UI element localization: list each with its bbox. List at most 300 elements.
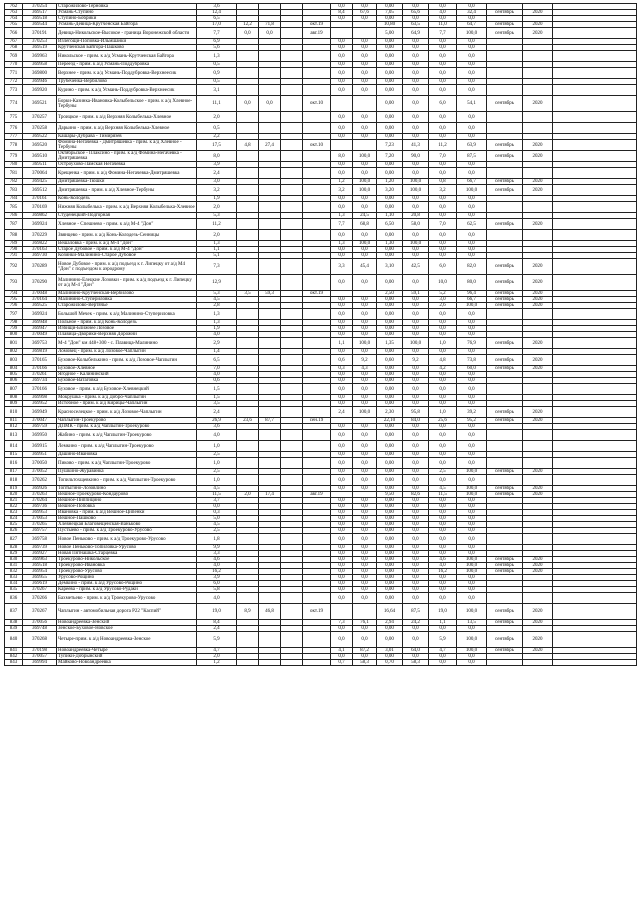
value-c xyxy=(281,660,303,666)
value-f: 3,10 xyxy=(377,259,403,275)
blank-cell xyxy=(553,441,637,452)
value-i: 0,0 xyxy=(457,112,487,123)
value-f: 1,35 xyxy=(377,338,403,349)
road-code: 369958 xyxy=(23,62,57,68)
blank-cell xyxy=(553,430,637,441)
value-i: 100,0 xyxy=(457,185,487,196)
value-i: 80,0 xyxy=(457,275,487,291)
blank-cell xyxy=(553,632,637,648)
value-a xyxy=(237,112,259,123)
value-d: 0,0 xyxy=(331,575,353,581)
road-name: Вешное-Пашково xyxy=(57,516,197,522)
road-name: Вешное-Пиппицино xyxy=(57,498,197,504)
value-i: 100,0 xyxy=(457,569,487,575)
month-cell xyxy=(487,51,523,62)
value-g: 0,0 xyxy=(403,68,429,79)
value-i: 0,0 xyxy=(457,378,487,384)
road-length: 5,3 xyxy=(197,213,237,219)
row-number: 770 xyxy=(5,62,23,68)
road-code: 370064 xyxy=(23,168,57,179)
value-f: 0,00 xyxy=(377,372,403,378)
table-row xyxy=(5,185,637,196)
value-b xyxy=(259,309,281,320)
value-h: 0,0 xyxy=(429,475,457,486)
value-h: 0,0 xyxy=(429,581,457,587)
year-cell: авг.19 xyxy=(303,28,331,39)
blank-cell xyxy=(553,185,637,196)
value-f: 0,00 xyxy=(377,230,403,241)
value-a xyxy=(237,355,259,366)
row-number: 773 xyxy=(5,85,23,96)
road-length: 4,0 xyxy=(197,372,237,378)
value-f: 0,00 xyxy=(377,332,403,338)
value-e: 0,0 xyxy=(353,16,377,22)
year-cell xyxy=(303,430,331,441)
value-d: 0,0 xyxy=(331,587,353,593)
year-planned: 2020 xyxy=(523,418,553,424)
road-length: 6,9 xyxy=(197,39,237,45)
value-f: 22,10 xyxy=(377,418,403,424)
value-e xyxy=(353,140,377,151)
month-cell xyxy=(487,123,523,134)
road-name: Избищи-Ближнее Лозовое xyxy=(57,326,197,332)
value-b xyxy=(259,338,281,349)
table-row xyxy=(5,604,637,620)
value-e: 0,0 xyxy=(353,563,377,569)
value-d: 0,0 xyxy=(331,326,353,332)
value-h: 0,0 xyxy=(429,241,457,247)
value-a xyxy=(237,407,259,418)
row-number: 819 xyxy=(5,486,23,492)
road-length: 3,5 xyxy=(197,401,237,407)
value-f: 0,00 xyxy=(377,626,403,632)
value-b xyxy=(259,219,281,230)
year-cell: окт.19 xyxy=(303,604,331,620)
value-i: 0,0 xyxy=(457,458,487,469)
road-name: Переезд - прим. к а/д Усмань-Поддубровка xyxy=(57,62,197,68)
year-planned: 2020 xyxy=(523,632,553,648)
table-row xyxy=(5,112,637,123)
value-e: 0,0 xyxy=(353,79,377,85)
road-length: 2,4 xyxy=(197,168,237,179)
value-g: 0,0 xyxy=(403,39,429,45)
value-c xyxy=(281,185,303,196)
year-planned: 2020 xyxy=(523,557,553,563)
value-h: 3,0 xyxy=(429,297,457,303)
year-cell: окт.10 xyxy=(303,140,331,151)
road-code: 370258 xyxy=(23,123,57,134)
value-d: 0,0 xyxy=(331,593,353,604)
value-g: 0,0 xyxy=(403,516,429,522)
road-length: 2,0 xyxy=(197,202,237,213)
year-cell xyxy=(303,275,331,291)
table-row xyxy=(5,230,637,241)
value-f: 0,00 xyxy=(377,326,403,332)
value-i: 0,0 xyxy=(457,551,487,557)
value-d: 0,0 xyxy=(331,332,353,338)
month-cell: сентябрь xyxy=(487,303,523,309)
value-d: 0,0 xyxy=(331,39,353,45)
road-code: 369518 xyxy=(23,16,57,22)
table-row xyxy=(5,202,637,213)
value-d: 0,0 xyxy=(331,430,353,441)
value-e xyxy=(353,96,377,112)
year-cell xyxy=(303,632,331,648)
value-h: 0,0 xyxy=(429,16,457,22)
value-h: 0,0 xyxy=(429,196,457,202)
value-h: 0,0 xyxy=(429,522,457,528)
row-number: 794 xyxy=(5,291,23,297)
road-code: 370229 xyxy=(23,230,57,241)
value-d: 0,0 xyxy=(331,504,353,510)
road-code: 370268 xyxy=(23,632,57,648)
row-number: 788 xyxy=(5,230,23,241)
road-name: Майково-Новоандреевка xyxy=(57,660,197,666)
value-g: 0,0 xyxy=(403,85,429,96)
value-d xyxy=(331,604,353,620)
table-row xyxy=(5,355,637,366)
value-f: 0,00 xyxy=(377,16,403,22)
value-h: 4,6 xyxy=(429,557,457,563)
value-a xyxy=(237,430,259,441)
road-length: 4,0 xyxy=(197,563,237,569)
value-d: 3,3 xyxy=(331,259,353,275)
value-d: 7,3 xyxy=(331,620,353,626)
road-code: 369519 xyxy=(23,45,57,51)
value-e: 58,3 xyxy=(353,660,377,666)
year-planned xyxy=(523,68,553,79)
value-e: 0,0 xyxy=(353,587,377,593)
year-planned: 2020 xyxy=(523,96,553,112)
blank-cell xyxy=(553,604,637,620)
row-number: 831 xyxy=(5,563,23,569)
row-number: 820 xyxy=(5,492,23,498)
value-g: 0,0 xyxy=(403,162,429,168)
value-i: 100,0 xyxy=(457,492,487,498)
road-name: Плавица-Дворики-Верхняя Дорожни xyxy=(57,332,197,338)
value-g: 0,0 xyxy=(403,202,429,213)
month-cell: сентябрь xyxy=(487,632,523,648)
value-c xyxy=(281,140,303,151)
value-g: 0,0 xyxy=(403,79,429,85)
value-g: 0,0 xyxy=(403,349,429,355)
value-e: 0,0 xyxy=(353,626,377,632)
month-cell: сентябрь xyxy=(487,469,523,475)
value-h: 0,0 xyxy=(429,575,457,581)
value-d: 0,0 xyxy=(331,134,353,140)
road-name: Усмань-Девица-Крутченская Байгора xyxy=(57,22,197,28)
value-e: 0,0 xyxy=(353,51,377,62)
value-a xyxy=(237,309,259,320)
row-number: 787 xyxy=(5,219,23,230)
value-a xyxy=(237,168,259,179)
value-g: 0,0 xyxy=(403,247,429,253)
value-g: 0,0 xyxy=(403,230,429,241)
road-code: 370257 xyxy=(23,112,57,123)
value-h: 0,0 xyxy=(429,545,457,551)
row-number: 832 xyxy=(5,569,23,575)
value-f: 0,00 xyxy=(377,510,403,516)
value-e: 67,6 xyxy=(353,10,377,16)
road-length: 4,7 xyxy=(197,648,237,654)
road-name: Старожилово-Вертячье xyxy=(57,303,197,309)
road-name: Крещенка - прим. к а/д Фомина-Негачевка-Дмитряшевка xyxy=(57,168,197,179)
road-name: Лемкино - прим. к а/д Чаплыгин-Троекурово xyxy=(57,441,197,452)
value-e: 0,0 xyxy=(353,475,377,486)
row-number: 840 xyxy=(5,632,23,648)
year-planned: 2020 xyxy=(523,151,553,162)
value-b xyxy=(259,51,281,62)
value-i: 100,0 xyxy=(457,648,487,654)
road-length: 3,9 xyxy=(197,162,237,168)
value-e: 0,0 xyxy=(353,452,377,458)
year-planned: 2020 xyxy=(523,291,553,297)
value-f: 0,00 xyxy=(377,123,403,134)
value-d: 0,0 xyxy=(331,320,353,326)
road-name: Троекурово-Ивановка xyxy=(57,563,197,569)
road-length: 1,3 xyxy=(197,309,237,320)
value-h: 0,0 xyxy=(429,51,457,62)
month-cell: сентябрь xyxy=(487,185,523,196)
value-d: 0,0 xyxy=(331,309,353,320)
road-name: Ивановка - прим. к а/д Вешное-Ципенки xyxy=(57,510,197,516)
value-d: 0,6 xyxy=(331,355,353,366)
value-i: 0,0 xyxy=(457,441,487,452)
month-cell: сентябрь xyxy=(487,219,523,230)
value-i: 0,0 xyxy=(457,247,487,253)
value-f: 0,00 xyxy=(377,253,403,259)
value-c xyxy=(281,338,303,349)
value-c xyxy=(281,202,303,213)
road-length: 1,3 xyxy=(197,51,237,62)
table-row xyxy=(5,632,637,648)
value-c xyxy=(281,275,303,291)
value-a xyxy=(237,458,259,469)
value-a: 0,0 xyxy=(237,96,259,112)
value-g: 0,0 xyxy=(403,168,429,179)
year-planned xyxy=(523,384,553,395)
value-d: 2,4 xyxy=(331,407,353,418)
table-row xyxy=(5,85,637,96)
row-number: 830 xyxy=(5,557,23,563)
year-cell: окт.19 xyxy=(303,291,331,297)
road-length: 1,1 xyxy=(197,247,237,253)
value-d: 4,1 xyxy=(331,648,353,654)
road-length: 2,4 xyxy=(197,407,237,418)
road-length: 0,0 xyxy=(197,504,237,510)
road-length: 2,5 xyxy=(197,452,237,458)
value-i: 39,2 xyxy=(457,407,487,418)
year-cell xyxy=(303,202,331,213)
value-f: 0,00 xyxy=(377,112,403,123)
road-code: 369927 xyxy=(23,551,57,557)
value-b: 17,4 xyxy=(259,492,281,498)
row-number: 802 xyxy=(5,349,23,355)
value-a xyxy=(237,51,259,62)
value-i: 100,0 xyxy=(457,557,487,563)
value-g: 100,0 xyxy=(403,338,429,349)
value-c xyxy=(281,475,303,486)
road-code: 369862 xyxy=(23,213,57,219)
value-c xyxy=(281,230,303,241)
blank-cell xyxy=(553,112,637,123)
value-h: 0,0 xyxy=(429,134,457,140)
value-f: 2,50 xyxy=(377,291,403,297)
road-length: 1,0 xyxy=(197,475,237,486)
value-h: 0,0 xyxy=(429,332,457,338)
road-name: Буховое-Ватаговка xyxy=(57,378,197,384)
value-d: 0,0 xyxy=(331,349,353,355)
month-cell: сентябрь xyxy=(487,28,523,39)
table-row xyxy=(5,534,637,545)
road-code: 369520 xyxy=(23,140,57,151)
value-c xyxy=(281,112,303,123)
month-cell: сентябрь xyxy=(487,140,523,151)
value-h: 0,0 xyxy=(429,247,457,253)
value-f: 0,00 xyxy=(377,528,403,534)
value-i: 60,0 xyxy=(457,366,487,372)
row-number: 791 xyxy=(5,253,23,259)
value-i: 96,4 xyxy=(457,291,487,297)
row-number: 835 xyxy=(5,587,23,593)
value-h: 0,0 xyxy=(429,551,457,557)
value-d: 0,0 xyxy=(331,626,353,632)
value-i: 13,5 xyxy=(457,620,487,626)
value-f: 0,00 xyxy=(377,569,403,575)
value-g: 0,0 xyxy=(403,372,429,378)
value-g: 0,0 xyxy=(403,45,429,51)
month-cell xyxy=(487,68,523,79)
value-e: 100,0 xyxy=(353,151,377,162)
value-h: 4,8 xyxy=(429,355,457,366)
value-h: 0,0 xyxy=(429,458,457,469)
row-number: 789 xyxy=(5,241,23,247)
row-number: 816 xyxy=(5,458,23,469)
value-e: 0,0 xyxy=(353,486,377,492)
table-row xyxy=(5,430,637,441)
value-d: 8,0 xyxy=(331,151,353,162)
road-name: Пиково - прим. к а/д Чаплыгин-Троекурово xyxy=(57,458,197,469)
value-e: 0,0 xyxy=(353,534,377,545)
road-name: Малинино-Елецкие Лозовки - прим. к а/д подъезд к г. Липецку от а/д М-4 "Дон" xyxy=(57,275,197,291)
value-b xyxy=(259,632,281,648)
road-name: М-4 "Дон" км 448+300 - с. Плавица-Малинино xyxy=(57,338,197,349)
value-h: 0,8 xyxy=(429,179,457,185)
row-number: 786 xyxy=(5,213,23,219)
road-code: 369518 xyxy=(23,563,57,569)
road-code: 369924 xyxy=(23,219,57,230)
road-code: 369517 xyxy=(23,10,57,16)
road-name: Урусово-Рощино xyxy=(57,575,197,581)
road-name: Конь-Колодезь xyxy=(57,196,197,202)
value-g: 0,0 xyxy=(403,469,429,475)
value-g: 0,0 xyxy=(403,528,429,534)
road-code: 370056 xyxy=(23,620,57,626)
value-b xyxy=(259,458,281,469)
road-name: Пушкино-Журавинка xyxy=(57,469,197,475)
road-code: 369949 xyxy=(23,407,57,418)
road-length: 5,0 xyxy=(197,516,237,522)
row-number: 833 xyxy=(5,575,23,581)
road-name: Дмитряшевка-Тюшки xyxy=(57,179,197,185)
road-name: Топильтохщевкино - прим. к а/д Чаплыгин-Троекурово xyxy=(57,475,197,486)
value-g: 0,0 xyxy=(403,4,429,10)
year-planned: 2020 xyxy=(523,22,553,28)
value-i: 0,0 xyxy=(457,168,487,179)
road-length: 0,3 xyxy=(197,510,237,516)
value-e: 0,0 xyxy=(353,522,377,528)
value-e: 100,0 xyxy=(353,185,377,196)
year-cell xyxy=(303,259,331,275)
year-planned xyxy=(523,51,553,62)
road-code: 369924 xyxy=(23,309,57,320)
road-name: Буховое-Колыбелькино - прим. к а/д Лозовое-Чаплыгин xyxy=(57,355,197,366)
value-i: 0,0 xyxy=(457,68,487,79)
row-number: 763 xyxy=(5,10,23,16)
value-e: 0,0 xyxy=(353,162,377,168)
value-b: 71,8 xyxy=(259,22,281,28)
value-i: 100,0 xyxy=(457,28,487,39)
road-code: 370048 xyxy=(23,291,57,297)
value-h: 0,0 xyxy=(429,534,457,545)
road-name: Никольское - прим. к а/д Усмань-Крутченская Байгора xyxy=(57,51,197,62)
value-h: 7,0 xyxy=(429,219,457,230)
value-e: 0,0 xyxy=(353,430,377,441)
road-length: 17,0 xyxy=(197,22,237,28)
road-code: 369915 xyxy=(23,441,57,452)
value-f: 0,00 xyxy=(377,587,403,593)
road-code: 369739 xyxy=(23,545,57,551)
value-a xyxy=(237,259,259,275)
road-name: Троекурово-Урусово xyxy=(57,569,197,575)
road-code: 370265 xyxy=(23,522,57,528)
row-number: 771 xyxy=(5,68,23,79)
row-number: 843 xyxy=(5,660,23,666)
value-g: 0,0 xyxy=(403,96,429,112)
year-planned xyxy=(523,458,553,469)
road-code: 369946 xyxy=(23,79,57,85)
road-name: Старожилово-Терновка xyxy=(57,4,197,10)
value-f: 6,50 xyxy=(377,219,403,230)
table-body xyxy=(5,4,637,666)
value-i: 0,0 xyxy=(457,504,487,510)
value-i: 66,7 xyxy=(457,297,487,303)
road-code: 370050 xyxy=(23,458,57,469)
value-f: 0,00 xyxy=(377,575,403,581)
road-name: Польное - прим. к а/д Конь-Колодезь xyxy=(57,320,197,326)
year-cell xyxy=(303,384,331,395)
month-cell: сентябрь xyxy=(487,492,523,498)
value-d: 0,0 xyxy=(331,486,353,492)
value-a xyxy=(237,275,259,291)
value-f: 0,00 xyxy=(377,303,403,309)
value-g: 0,0 xyxy=(403,303,429,309)
road-code: 369619 xyxy=(23,581,57,587)
value-e: 0,0 xyxy=(353,581,377,587)
value-g: 0,0 xyxy=(403,297,429,303)
value-f: 0,00 xyxy=(377,557,403,563)
road-name: Новое Пеньково-Топиловка-Урусово xyxy=(57,545,197,551)
value-i: 0,0 xyxy=(457,395,487,401)
value-h: 19,0 xyxy=(429,604,457,620)
value-a xyxy=(237,384,259,395)
value-e: 0,0 xyxy=(353,85,377,96)
value-e: 0,0 xyxy=(353,654,377,660)
row-number: 796 xyxy=(5,303,23,309)
month-cell: сентябрь xyxy=(487,10,523,16)
value-g: 95,8 xyxy=(403,407,429,418)
road-length: 2,0 xyxy=(197,230,237,241)
